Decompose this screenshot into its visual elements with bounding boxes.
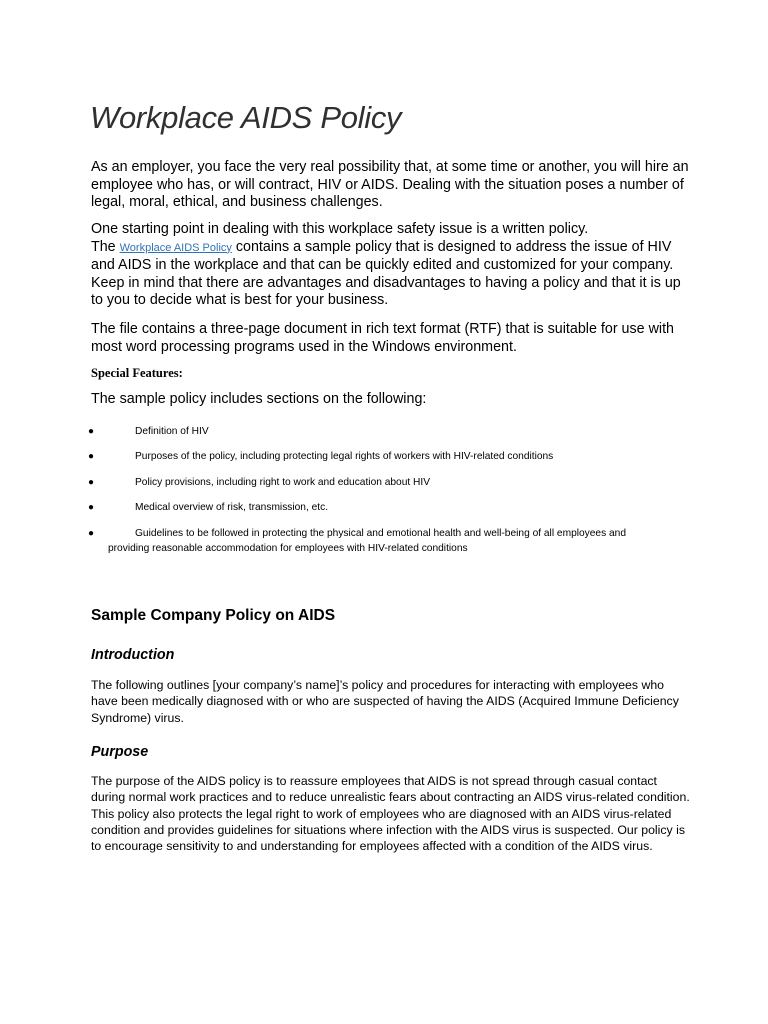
sections-intro: The sample policy includes sections on the following: — [91, 391, 427, 407]
starting-point-line: One starting point in dealing with this workplace safety issue is a written policy. — [91, 221, 589, 237]
introduction-text: The following outlines [your company’s name]’s policy and procedures for interacting with employees who have been medically diagnosed with or who are suspected of having the AIDS (Acquired Immune Deficiency Syndrome) virus. — [91, 678, 679, 725]
page-title: Workplace AIDS Policy — [90, 100, 402, 135]
starting-point-body: contains a sample policy that is designed to address the issue of HIV and AIDS in the workplace and that can be quickly edited and customized for your company. Keep in mind that there are advantages and disadvantages to having a policy and that it is up to you to decide what is best for your business. — [91, 238, 681, 308]
list-item-text: Purposes of the policy, including protecting legal rights of workers with HIV-related conditions — [135, 451, 554, 462]
purpose-text: The purpose of the AIDS policy is to reassure employees that AIDS is not spread through casual contact during normal work practices and to reduce unrealistic fears about contracting an AIDS virus-related condition. This policy also protects the legal right to work of employees who are diagnosed with an AIDS virus-related condition and provides guidelines for situations where infection with the AIDS virus is suspected. Our policy is to encourage sensitivity to and understanding for employees affected with a condition of the AIDS virus. — [91, 774, 690, 854]
introduction-heading: Introduction — [91, 647, 175, 663]
starting-point-pre-link: The — [91, 238, 120, 255]
special-features-label: Special Features: — [91, 366, 183, 380]
starting-point-paragraph — [91, 221, 691, 310]
list-item-text: Policy provisions, including right to work and education about HIV — [135, 477, 431, 488]
bullet-icon: ● — [88, 528, 95, 539]
bullet-icon: ● — [88, 477, 95, 488]
bullet-icon: ● — [88, 426, 95, 437]
bullet-icon: ● — [88, 502, 95, 513]
file-paragraph: The file contains a three-page document in rich text format (RTF) that is suitable for use with most word processing programs used in the Windows environment. — [91, 321, 674, 355]
intro-paragraph: As an employer, you face the very real possibility that, at some time or another, you will hire an employee who has, or will contract, HIV or AIDS. Dealing with the situation poses a number of legal, moral, ethical, and business challenges. — [91, 159, 689, 210]
purpose-heading: Purpose — [91, 744, 149, 760]
workplace-aids-policy-link[interactable]: Workplace AIDS Policy — [119, 241, 232, 254]
list-item-text: Guidelines to be followed in protecting the physical and emotional health and well-being of all employees and providing reasonable accommodation for employees with HIV-related conditions — [108, 528, 627, 554]
list-item-text: Definition of HIV — [135, 426, 209, 437]
bullet-icon: ● — [88, 451, 95, 462]
sample-policy-heading: Sample Company Policy on AIDS — [91, 607, 336, 624]
list-item-text: Medical overview of risk, transmission, etc. — [135, 502, 329, 513]
